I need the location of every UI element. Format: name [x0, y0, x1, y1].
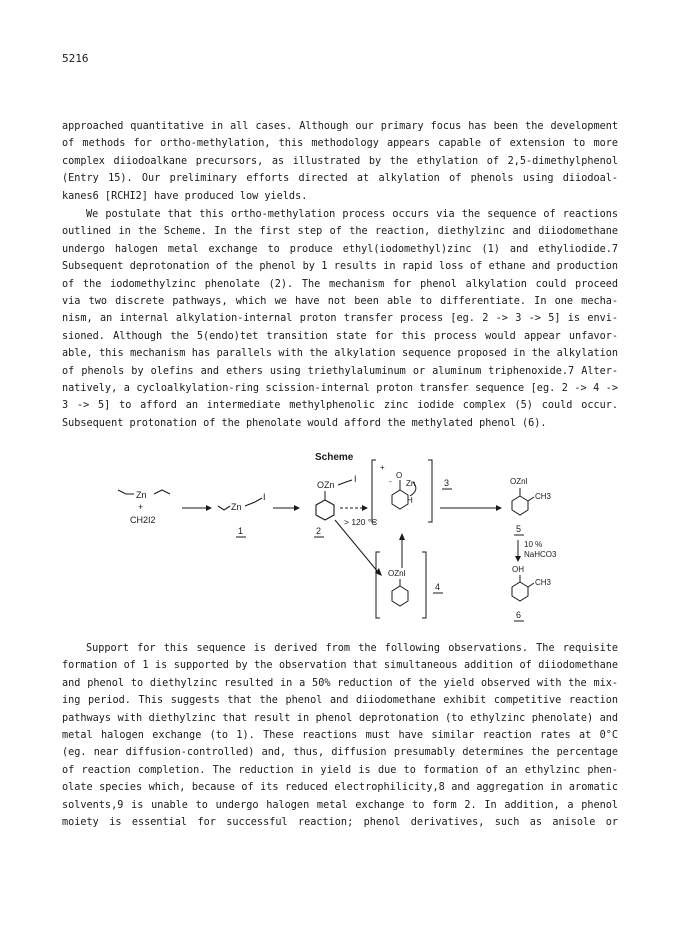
cmpd2-label: 2	[316, 526, 322, 536]
cmpd3-minus: -	[389, 477, 392, 486]
cmpd5-ch3: CH3	[535, 492, 552, 501]
text-line: Subsequent deprotonation of the phenol by 1 results in rapid loss of ethane and production	[62, 261, 618, 273]
cmpd5-label: 5	[516, 524, 522, 534]
arrow-4-to-3-head	[399, 533, 405, 540]
paragraph-1	[62, 118, 618, 205]
cmpd2-i: I	[354, 474, 357, 484]
text-line: pathways with diethylzinc that result in phenol deprotonation (to ethylzinc phenolate) and	[62, 712, 618, 724]
cmpd2-ch2	[338, 480, 352, 485]
arrow-2-to-3-head	[362, 505, 368, 511]
cmpd6-ring	[512, 582, 528, 601]
reaction-scheme	[110, 448, 570, 628]
text-line: sioned. Although the 5(endo)tet transition state for this process would appear unfavor-	[62, 330, 618, 342]
text-line: of phenols by olefins and ethers using triethylaluminum or aluminum triphenoxide.7 Alter-	[62, 365, 618, 377]
text-line: Subsequent protonation of the phenolate would afford the methylated phenol (6).	[62, 417, 547, 429]
cmpd4-label: 4	[435, 582, 441, 592]
cmpd2-ozn: OZn	[317, 480, 335, 490]
cmpd5-ch3-bond	[528, 497, 534, 501]
cmpd6-ch3-bond	[528, 583, 534, 587]
cmpd5-ozni: OZnI	[510, 477, 528, 486]
cmpd1-ch2	[245, 498, 262, 506]
text-line: approached quantitative in all cases. Although our primary focus has been the development	[62, 121, 618, 132]
text-line: olate species which, because of its reduced electrophilicity,8 and aggregation in aromatic	[62, 782, 618, 794]
workup-2: NaHCO3	[524, 550, 557, 559]
cmpd3-h: H	[407, 496, 413, 505]
paragraph-3	[62, 640, 618, 831]
cmpd6-label: 6	[516, 610, 522, 620]
cmpd2-ring	[316, 500, 334, 520]
text-line: nism, an internal alkylation-internal proton transfer process [eg. 2 -> 3 -> 5] is envi-	[62, 313, 618, 325]
reagent-ch2i2: CH2I2	[130, 515, 156, 525]
cmpd3-o: O	[396, 471, 403, 480]
cmpd1-i: I	[263, 492, 266, 502]
cmpd3-zn: Zn	[406, 479, 416, 488]
cmpd6-oh: OH	[512, 565, 524, 574]
cmpd4-ring	[392, 586, 408, 606]
text-line: moiety is essential for successful reaction; phenol derivatives, such as anisole or	[62, 817, 618, 829]
text-line: of methods for ortho-methylation, this methodology appears capable of extension to more	[62, 138, 618, 150]
text-line: outlined in the Scheme. In the first step of the reaction, diethylzinc and diiodomethane	[62, 226, 618, 238]
workup-1: 10 %	[524, 540, 543, 549]
cmpd1-ethyl	[218, 506, 230, 510]
arrow-2-head	[294, 505, 300, 511]
cmpd4-ozni: OZnI	[388, 569, 406, 578]
text-line: kanes6 [RCHI2] have produced low yields.	[62, 190, 308, 202]
text-line: We postulate that this ortho-methylation process occurs via the sequence of reactions	[86, 209, 618, 220]
text-line: metal halogen exchange (to 1). These reactions must have similar reaction rates at 0°C	[62, 730, 618, 742]
text-line: via two discrete pathways, which we have not been able to differentiate. In one mecha-	[62, 296, 618, 308]
text-line: undergo halogen metal exchange to produce ethyl(iodomethyl)zinc (1) and ethyliodide.7	[62, 243, 618, 255]
text-line: and phenol to diethylzinc resulted in a 50% reduction of the yield observed with the mix-	[62, 677, 618, 689]
text-line: (eg. near diffusion-controlled) and, thus, diffusion presumably determines the percentage	[62, 747, 618, 759]
text-line: able, this mechanism has parallels with the alkylation sequence proposed in the alkylation	[62, 348, 618, 360]
reagent-plus: +	[138, 502, 144, 512]
text-line: (Entry 15). Our preliminary efforts directed at alkylation of phenols using diiodoal-	[62, 173, 618, 185]
arrow-5-to-6-head	[515, 556, 521, 562]
page-number: 5216	[62, 52, 89, 65]
text-line: ing period. This suggests that the phenol and diiodomethane exhibit competitive reaction	[62, 695, 618, 707]
text-line: solvents,9 is unable to undergo halogen metal exchange to form 2. In addition, a phenol	[62, 799, 618, 811]
cmpd3-label: 3	[444, 478, 450, 488]
scheme-title: Scheme	[315, 452, 354, 463]
text-line: 3 -> 5] to afford an intermediate methylphenolic zinc iodide complex (5) could occur.	[62, 400, 618, 412]
arrow-3-to-5-head	[496, 505, 502, 511]
cmpd1-label: 1	[238, 526, 244, 536]
cmpd6-ch3: CH3	[535, 578, 552, 587]
temp-label: > 120 °C	[344, 517, 378, 527]
text-line: natively, a cycloalkylation-ring scission-internal proton transfer sequence [eg. 2 -> 4 ->	[62, 383, 618, 395]
cmpd3-plus: +	[380, 463, 385, 472]
arrow-1-head	[206, 505, 212, 511]
cmpd1-zn: Zn	[231, 502, 242, 512]
cmpd3-ring	[392, 490, 408, 509]
text-line: formation of 1 is supported by the observation that simultaneous addition of diiodomethane	[62, 660, 618, 672]
reagent-zn: Zn	[136, 490, 147, 500]
text-line: complex diiodoalkane precursors, as illustrated by the ethylation of 2,5-dimethylphenol	[62, 155, 618, 167]
cmpd5-ring	[512, 496, 528, 515]
paragraph-2	[62, 206, 618, 432]
text-line: Support for this sequence is derived from the following observations. The requisite	[86, 643, 618, 654]
text-line: of reaction completion. The reduction in yield is due to formation of an ethylzinc phen-	[62, 764, 618, 776]
arrow-2-to-4	[335, 520, 378, 572]
text-line: of the iodomethylzinc phenolate (2). The mechanism for phenol alkylation could proceed	[62, 278, 618, 290]
cmpd4-bracket	[376, 552, 426, 618]
